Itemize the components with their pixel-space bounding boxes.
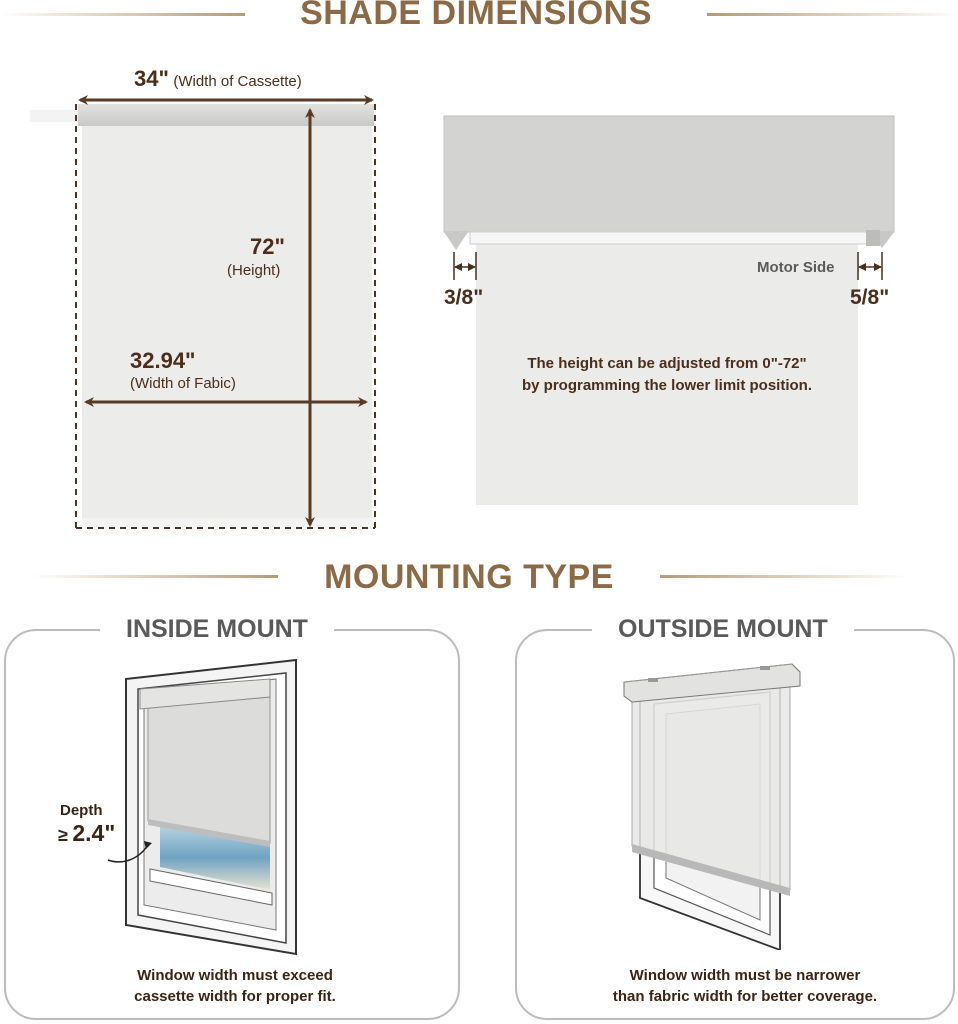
cassette-width-label-group xyxy=(134,66,302,92)
cassette-width-value: 34" xyxy=(134,66,169,91)
outside-mount-note: Window width must be narrower than fabric width for better coverage. xyxy=(612,967,878,1005)
outside-mount-illustration xyxy=(610,650,810,950)
inside-mount-title: INSIDE MOUNT xyxy=(100,615,334,644)
front-shade-diagram xyxy=(0,60,440,550)
fabric-width-caption: (Width of Fabic) xyxy=(130,375,236,392)
height-adjust-note: The height can be adjusted from 0"-72" by programming the lower limit position. xyxy=(521,355,813,394)
depth-value: 2.4" xyxy=(72,820,116,846)
fabric-width-value: 32.94" xyxy=(130,348,196,373)
right-gap-value: 5/8" xyxy=(850,286,890,309)
inside-mount-illustration xyxy=(100,655,320,960)
mounting-rule-right xyxy=(660,575,908,578)
depth-label: Depth xyxy=(60,802,103,819)
outside-mount-title: OUTSIDE MOUNT xyxy=(592,615,854,644)
height-value: 72" xyxy=(250,234,285,259)
height-caption: (Height) xyxy=(227,262,281,279)
mounting-type-title: MOUNTING TYPE xyxy=(324,558,614,596)
depth-symbol: ≥ xyxy=(58,825,68,845)
mounting-rule-left xyxy=(30,575,278,578)
depth-value-group xyxy=(58,820,115,847)
header-rule-right xyxy=(707,13,958,16)
cassette xyxy=(78,104,374,126)
inside-mount-note: Window width must exceed cassette width for proper fit. xyxy=(134,967,336,1005)
closeup-cassette xyxy=(444,116,894,232)
shade-dimensions-title: SHADE DIMENSIONS xyxy=(300,0,652,32)
cassette-width-caption: (Width of Cassette) xyxy=(173,73,302,90)
header-rule-left xyxy=(0,13,245,16)
fabric-panel xyxy=(82,120,372,528)
motor-side-label: Motor Side xyxy=(757,259,835,276)
left-gap-value: 3/8" xyxy=(444,286,484,309)
cassette-closeup-diagram xyxy=(430,100,910,520)
